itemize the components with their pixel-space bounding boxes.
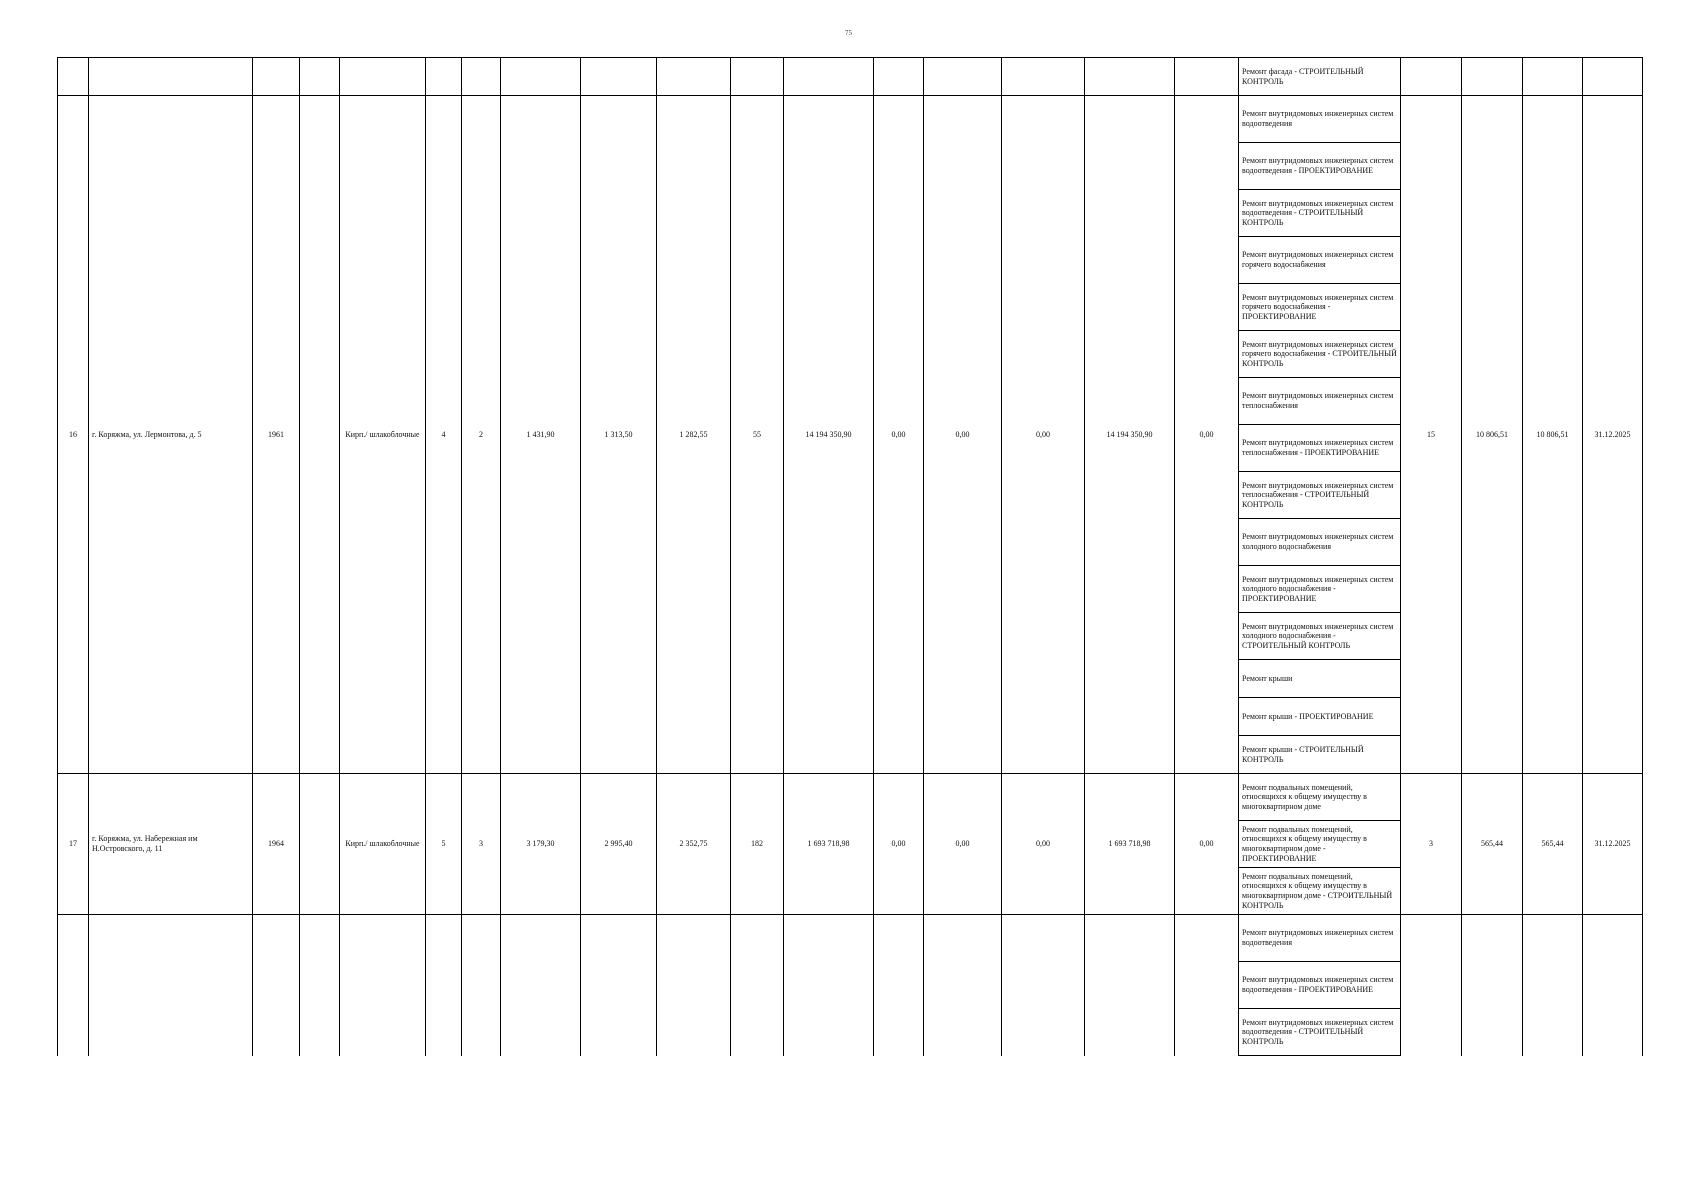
total-area-cell <box>501 58 581 96</box>
area-residential-cell: 1 282,55 <box>657 96 731 774</box>
work-type-cell: Ремонт внутридомовых инженерных систем водоотведения - ПРОЕКТИРОВАНИЕ <box>1239 143 1401 190</box>
wall-material-cell: Кирп./ шлакоблочные <box>340 96 426 774</box>
cost-other-cell: 0,00 <box>1175 96 1239 774</box>
cost-regional-cell <box>924 58 1002 96</box>
address-cell: г. Коряжма, ул. Лермонтова, д. 5 <box>89 96 253 774</box>
entrances-cell <box>462 58 501 96</box>
unit-cost-cell <box>1462 915 1523 1056</box>
work-type-cell: Ремонт внутридомовых инженерных систем холодного водоснабжения <box>1239 519 1401 566</box>
cost-federal-cell <box>874 58 924 96</box>
wall-material-cell <box>340 58 426 96</box>
floors-cell <box>426 915 462 1056</box>
work-type-cell: Ремонт подвальных помещений, относящихся к общему имуществу в многоквартирном доме <box>1239 774 1401 821</box>
floors-cell <box>426 58 462 96</box>
cost-federal-cell: 0,00 <box>874 774 924 915</box>
cost-owners-cell <box>1085 915 1175 1056</box>
page-number: 75 <box>845 29 852 37</box>
year-overhaul-cell <box>300 58 340 96</box>
cost-owners-cell: 1 693 718,98 <box>1085 774 1175 915</box>
cost-federal-cell: 0,00 <box>874 96 924 774</box>
work-type-cell: Ремонт фасада - СТРОИТЕЛЬНЫЙ КОНТРОЛЬ <box>1239 58 1401 96</box>
cost-owners-cell: 14 194 350,90 <box>1085 96 1175 774</box>
cost-local-cell: 0,00 <box>1002 96 1085 774</box>
work-type-cell: Ремонт подвальных помещений, относящихся к общему имуществу в многоквартирном доме - СТРОИТЕЛЬНЫЙ КОНТРОЛЬ <box>1239 868 1401 915</box>
entrances-cell <box>462 915 501 1056</box>
unit-cost-cell: 565,44 <box>1462 774 1523 915</box>
cost-federal-cell <box>874 915 924 1056</box>
deadline-cell: 31.12.2025 <box>1583 96 1643 774</box>
cost-local-cell: 0,00 <box>1002 774 1085 915</box>
residents-cell: 55 <box>731 96 784 774</box>
work-type-cell: Ремонт подвальных помещений, относящихся к общему имуществу в многоквартирном доме - ПРОЕКТИРОВАНИЕ <box>1239 821 1401 868</box>
work-type-cell: Ремонт внутридомовых инженерных систем горячего водоснабжения - СТРОИТЕЛЬНЫЙ КОНТРОЛЬ <box>1239 331 1401 378</box>
work-type-cell: Ремонт крыши <box>1239 660 1401 698</box>
total-area-cell: 1 431,90 <box>501 96 581 774</box>
table-row <box>58 774 1643 821</box>
cost-other-cell <box>1175 58 1239 96</box>
area-premises-cell: 2 995,40 <box>581 774 657 915</box>
wall-material-cell: Кирп./ шлакоблочные <box>340 774 426 915</box>
table-row <box>58 58 1643 96</box>
address-cell <box>89 58 253 96</box>
row-number <box>58 915 89 1056</box>
area-residential-cell: 2 352,75 <box>657 774 731 915</box>
year-overhaul-cell <box>300 915 340 1056</box>
max-unit-cost-cell <box>1523 58 1583 96</box>
cost-total-cell: 14 194 350,90 <box>784 96 874 774</box>
year-built-cell: 1964 <box>253 774 300 915</box>
cost-total-cell: 1 693 718,98 <box>784 774 874 915</box>
table-row <box>58 915 1643 962</box>
unit-cost-cell <box>1462 58 1523 96</box>
total-area-cell <box>501 915 581 1056</box>
entrances-cell: 2 <box>462 96 501 774</box>
deadline-cell <box>1583 915 1643 1056</box>
area-premises-cell <box>581 58 657 96</box>
works-count-cell: 3 <box>1401 774 1462 915</box>
cost-local-cell <box>1002 915 1085 1056</box>
work-type-cell: Ремонт внутридомовых инженерных систем горячего водоснабжения <box>1239 237 1401 284</box>
works-count-cell <box>1401 58 1462 96</box>
cost-regional-cell: 0,00 <box>924 96 1002 774</box>
cost-other-cell: 0,00 <box>1175 774 1239 915</box>
row-number: 17 <box>58 774 89 915</box>
entrances-cell: 3 <box>462 774 501 915</box>
address-cell: г. Коряжма, ул. Набережная им Н.Островского, д. 11 <box>89 774 253 915</box>
work-type-cell: Ремонт крыши - ПРОЕКТИРОВАНИЕ <box>1239 698 1401 736</box>
work-type-cell: Ремонт внутридомовых инженерных систем теплоснабжения - ПРОЕКТИРОВАНИЕ <box>1239 425 1401 472</box>
residents-cell <box>731 915 784 1056</box>
residents-cell <box>731 58 784 96</box>
work-type-cell: Ремонт внутридомовых инженерных систем теплоснабжения <box>1239 378 1401 425</box>
area-residential-cell <box>657 58 731 96</box>
year-built-cell <box>253 915 300 1056</box>
work-type-cell: Ремонт внутридомовых инженерных систем горячего водоснабжения - ПРОЕКТИРОВАНИЕ <box>1239 284 1401 331</box>
area-premises-cell <box>581 915 657 1056</box>
work-type-cell: Ремонт внутридомовых инженерных систем холодного водоснабжения - ПРОЕКТИРОВАНИЕ <box>1239 566 1401 613</box>
deadline-cell: 31.12.2025 <box>1583 774 1643 915</box>
wall-material-cell <box>340 915 426 1056</box>
work-type-cell: Ремонт внутридомовых инженерных систем водоотведения <box>1239 96 1401 143</box>
work-type-cell: Ремонт крыши - СТРОИТЕЛЬНЫЙ КОНТРОЛЬ <box>1239 736 1401 774</box>
year-built-cell <box>253 58 300 96</box>
cost-owners-cell <box>1085 58 1175 96</box>
total-area-cell: 3 179,30 <box>501 774 581 915</box>
year-overhaul-cell <box>300 96 340 774</box>
table-row <box>58 96 1643 143</box>
work-type-cell: Ремонт внутридомовых инженерных систем холодного водоснабжения - СТРОИТЕЛЬНЫЙ КОНТРОЛЬ <box>1239 613 1401 660</box>
year-overhaul-cell <box>300 774 340 915</box>
cost-regional-cell <box>924 915 1002 1056</box>
floors-cell: 5 <box>426 774 462 915</box>
area-premises-cell: 1 313,50 <box>581 96 657 774</box>
cost-total-cell <box>784 58 874 96</box>
work-type-cell: Ремонт внутридомовых инженерных систем водоотведения - СТРОИТЕЛЬНЫЙ КОНТРОЛЬ <box>1239 190 1401 237</box>
max-unit-cost-cell: 565,44 <box>1523 774 1583 915</box>
work-type-cell: Ремонт внутридомовых инженерных систем водоотведения <box>1239 915 1401 962</box>
works-count-cell: 15 <box>1401 96 1462 774</box>
year-built-cell: 1961 <box>253 96 300 774</box>
max-unit-cost-cell <box>1523 915 1583 1056</box>
unit-cost-cell: 10 806,51 <box>1462 96 1523 774</box>
cost-other-cell <box>1175 915 1239 1056</box>
overhaul-table <box>57 57 1643 1056</box>
floors-cell: 4 <box>426 96 462 774</box>
row-number <box>58 58 89 96</box>
work-type-cell: Ремонт внутридомовых инженерных систем теплоснабжения - СТРОИТЕЛЬНЫЙ КОНТРОЛЬ <box>1239 472 1401 519</box>
deadline-cell <box>1583 58 1643 96</box>
work-type-cell: Ремонт внутридомовых инженерных систем водоотведения - СТРОИТЕЛЬНЫЙ КОНТРОЛЬ <box>1239 1009 1401 1056</box>
works-count-cell <box>1401 915 1462 1056</box>
address-cell <box>89 915 253 1056</box>
cost-local-cell <box>1002 58 1085 96</box>
residents-cell: 182 <box>731 774 784 915</box>
area-residential-cell <box>657 915 731 1056</box>
cost-total-cell <box>784 915 874 1056</box>
cost-regional-cell: 0,00 <box>924 774 1002 915</box>
work-type-cell: Ремонт внутридомовых инженерных систем водоотведения - ПРОЕКТИРОВАНИЕ <box>1239 962 1401 1009</box>
max-unit-cost-cell: 10 806,51 <box>1523 96 1583 774</box>
row-number: 16 <box>58 96 89 774</box>
